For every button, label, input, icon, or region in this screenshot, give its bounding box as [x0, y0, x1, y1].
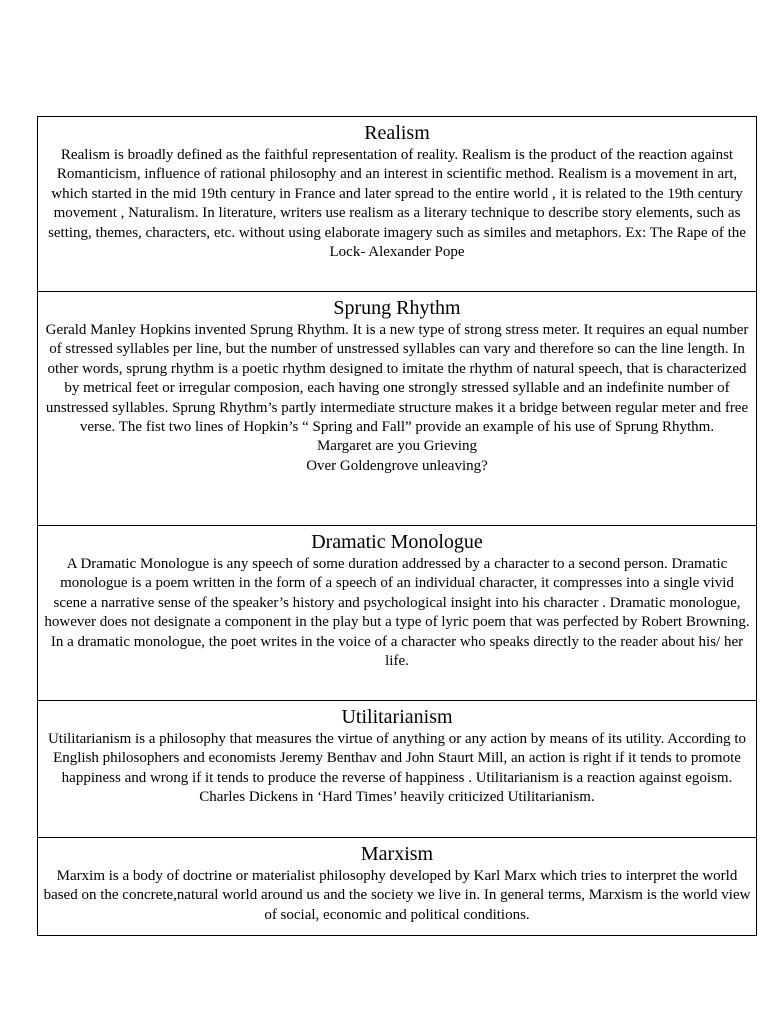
section-body: Realism is broadly defined as the faithful representation of reality. Realism is the product of the reaction against Romanticism, influence of rational philosophy and an interest in scientific method. Realism is a movement in art, which started in the mid 19th century in France and later spread to the entire world , it is related to the 19th century movement , Naturalism. In literature, writers use realism as a literary technique to describe story elements, such as setting, themes, characters, etc. without using elaborate imagery such as similes and metaphors. Ex: The Rape of the Lock- Alexander Pope — [48, 147, 746, 261]
section-body: Utilitarianism is a philosophy that measures the virtue of anything or any action by means of its utility. According to English philosophers and economists Jeremy Benthav and John Staurt Mill, an action is right if it tends to promote happiness and wrong if it tends to produce the reverse of happiness . Utilitarianism is a reaction against egoism. Charles Dickens in ‘Hard Times’ heavily criticized Utilitarianism. — [47, 731, 747, 806]
section-title: Sprung Rhythm — [333, 297, 461, 319]
verse-line: Margaret are you Grieving — [316, 438, 478, 455]
section-body: Gerald Manley Hopkins invented Sprung Rhythm. It is a new type of strong stress meter. It requires an equal number of stressed syllables per line, but the number of unstressed syllables can vary and therefore so can the line length. In other words, sprung rhythm is a poetic rhythm designed to imitate the rhythm of natural speech, that is characterized by metrical feet or irregular composion, each having one strongly stressed syllable and an indefinite number of unstressed syllables. Sprung Rhythm’s partly intermediate structure makes it a bridge between regular meter and free verse. The fist two lines of Hopkin’s “ Spring and Fall” provide an example of his use of Sprung Rhythm. — [45, 322, 749, 436]
section-cell — [38, 526, 757, 701]
section-cell — [38, 701, 757, 838]
section-realism — [38, 117, 757, 292]
section-cell — [38, 117, 757, 292]
verse-line: Over Goldengrove unleaving? — [306, 457, 488, 474]
section-marxism — [38, 838, 757, 936]
section-body: A Dramatic Monologue is any speech of some duration addressed by a character to a second person. Dramatic monologue is a poem written in the form of a speech of an individual character, it compresses into a single vivid scene a narrative sense of the speaker’s history and psychological insight into his character . Dramatic monologue, however does not designate a component in the play but a type of lyric poem that was perfected by Robert Browning. In a dramatic monologue, the poet writes in the voice of a character who speaks directly to the reader about his/ her life. — [44, 556, 750, 670]
section-cell — [38, 838, 757, 936]
section-title: Realism — [364, 122, 430, 144]
section-title: Utilitarianism — [341, 706, 453, 728]
section-dramatic-monologue — [38, 526, 757, 701]
section-title: Dramatic Monologue — [311, 531, 483, 553]
glossary-table — [37, 116, 757, 936]
section-cell — [38, 292, 757, 526]
section-utilitarianism — [38, 701, 757, 838]
section-title: Marxism — [360, 843, 434, 865]
section-sprung-rhythm — [38, 292, 757, 526]
section-body: Marxim is a body of doctrine or materialist philosophy developed by Karl Marx which tries to interpret the world based on the concrete,natural world around us and the society we live in. In general terms, Marxism is the world view of social, economic and political conditions. — [43, 868, 751, 923]
